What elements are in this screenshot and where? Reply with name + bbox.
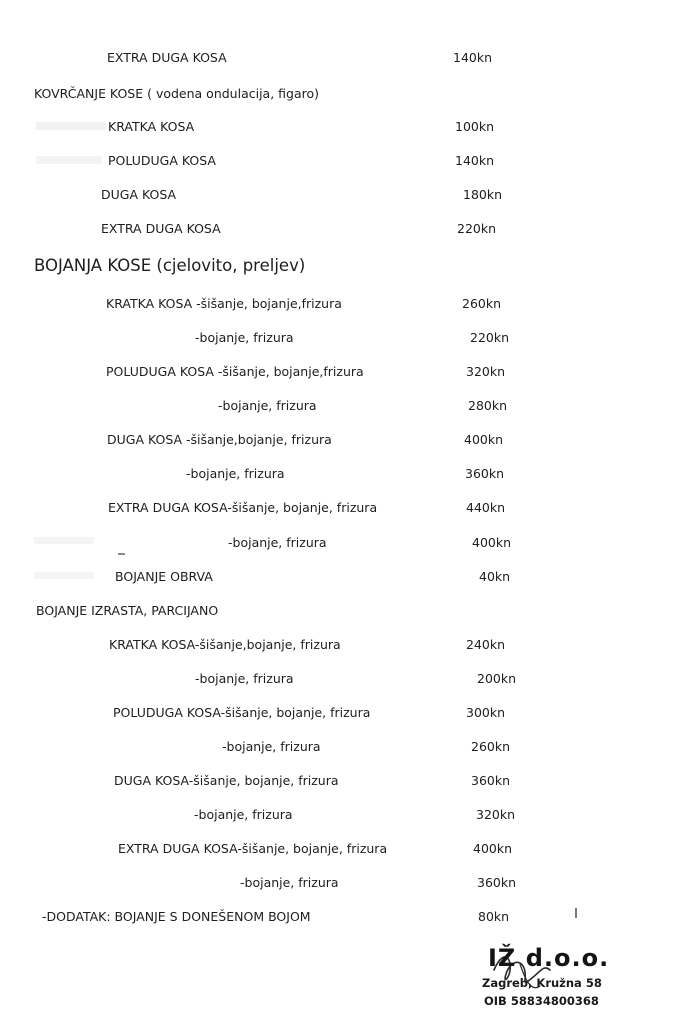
price-row [0,362,699,382]
price-row [0,219,699,239]
price-row [0,151,699,171]
show-through-mark [118,553,125,555]
price-row [0,839,699,859]
service-label: -bojanje, frizura [195,330,294,345]
service-label: POLUDUGA KOSA -šišanje, bojanje,frizura [106,364,364,379]
service-price: 320kn [476,807,516,822]
service-label: EXTRA DUGA KOSA-šišanje, bojanje, frizura [108,500,378,515]
service-label: BOJANJE OBRVA [115,569,213,584]
service-label: DUGA KOSA-šišanje, bojanje, frizura [114,773,339,788]
price-row [0,737,699,757]
service-price: 220kn [457,221,497,236]
service-price: 220kn [470,330,510,345]
price-row [0,464,699,484]
service-label: -bojanje, frizura [222,739,321,754]
section-heading [0,256,699,280]
company-stamp [482,944,692,1010]
service-price: 100kn [455,119,495,134]
price-row [0,873,699,893]
price-row [0,703,699,723]
section-heading-label: BOJANJE IZRASTA, PARCIJANO [36,603,219,618]
service-price: 40kn [479,569,511,584]
price-row [0,805,699,825]
section-heading [0,84,699,104]
price-row [0,117,699,137]
section-heading [0,601,699,621]
service-price: 140kn [453,50,493,65]
service-label: -bojanje, frizura [228,535,327,550]
service-label: DUGA KOSA [101,187,177,202]
service-price: 360kn [465,466,505,481]
service-label: -bojanje, frizura [218,398,317,413]
price-row [0,328,699,348]
service-price: 400kn [464,432,504,447]
service-label: EXTRA DUGA KOSA-šišanje, bojanje, frizura [118,841,388,856]
service-price: 360kn [477,875,517,890]
service-price: 260kn [471,739,511,754]
service-price: 320kn [466,364,506,379]
section-heading-label: BOJANJA KOSE (cjelovito, preljev) [34,256,306,275]
service-price: 260kn [462,296,502,311]
price-row [0,48,699,68]
price-row [0,498,699,518]
service-label: -bojanje, frizura [186,466,285,481]
service-price: 300kn [466,705,506,720]
service-label: POLUDUGA KOSA-šišanje, bojanje, frizura [113,705,371,720]
stamp-oib: OIB 58834800368 [484,994,599,1008]
service-label: KRATKA KOSA [108,119,195,134]
price-row [0,396,699,416]
service-price: 360kn [471,773,511,788]
service-price: 240kn [466,637,506,652]
service-label: -bojanje, frizura [194,807,293,822]
price-row [0,430,699,450]
stamp-company-name: IŽ d.o.o. [488,944,610,972]
price-row [0,669,699,689]
service-label: EXTRA DUGA KOSA [101,221,221,236]
price-row [0,567,699,587]
service-label: -DODATAK: BOJANJE S DONEŠENOM BOJOM [42,909,311,924]
price-row [0,771,699,791]
price-row [0,635,699,655]
service-price: 140kn [455,153,495,168]
price-row [0,185,699,205]
stamp-address: Zagreb, Kružna 58 [482,976,602,990]
price-row [0,533,699,553]
service-label: POLUDUGA KOSA [108,153,216,168]
price-row [0,907,699,927]
service-label: DUGA KOSA -šišanje,bojanje, frizura [107,432,332,447]
service-price: 180kn [463,187,503,202]
service-price: 200kn [477,671,517,686]
section-heading-label: KOVRČANJE KOSE ( vodena ondulacija, figaro) [34,86,320,101]
service-price: 80kn [478,909,510,924]
price-row [0,294,699,314]
service-label: KRATKA KOSA -šišanje, bojanje,frizura [106,296,342,311]
service-label: EXTRA DUGA KOSA [107,50,227,65]
service-price: 400kn [472,535,512,550]
service-label: -bojanje, frizura [240,875,339,890]
service-price: 440kn [466,500,506,515]
service-price: 400kn [473,841,513,856]
service-label: KRATKA KOSA-šišanje,bojanje, frizura [109,637,341,652]
service-price: 280kn [468,398,508,413]
service-label: -bojanje, frizura [195,671,294,686]
